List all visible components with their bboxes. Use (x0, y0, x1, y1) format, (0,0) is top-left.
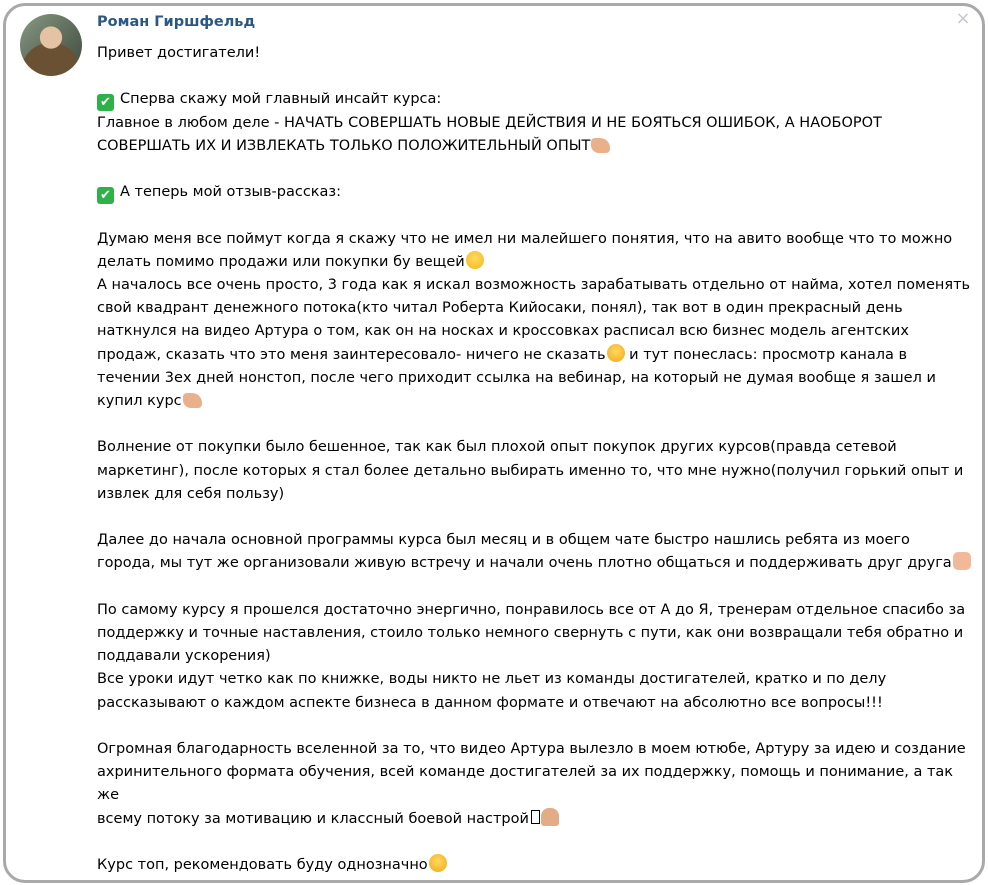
folded-hands-icon (541, 808, 559, 826)
flexed-biceps-icon (183, 393, 202, 408)
insight-heading-line: ✔ Сперва скажу мой главный инсайт курса: (97, 88, 977, 111)
insight-line-2: СОВЕРШАТЬ ИХ И ИЗВЛЕКАТЬ ТОЛЬКО ПОЛОЖИТЕЛЬНЫЙ ОПЫТ (97, 135, 977, 158)
p2-line-6: купил курс (97, 390, 977, 413)
post-text (97, 42, 977, 877)
p3-line-1: Волнение от покупки было бешенное, так как был плохой опыт покупок других курсов(правда сетевой (97, 439, 897, 456)
p3-line-2: маркетинг), после которых я стал более детально выбирать именно то, что мне нужно(получил горький опыт и (97, 462, 964, 479)
p7-line-2: ахринительного формата обучения, всей команде достигателей за их поддержку, помощь и понимание, а так же (97, 764, 958, 804)
missing-glyph-icon (531, 810, 540, 824)
p5-line-3: поддавали ускорения) (97, 648, 271, 665)
p7-line-1: Огромная благодарность вселенной за то, что видео Артура вылезло в моем ютюбе, Артуру за идею и создание (97, 740, 966, 757)
p2-line-4: продаж, сказать что это меня заинтересовало- ничего не сказать и тут понеслась: просмотр канала в (97, 344, 977, 367)
check-mark-icon: ✔ (97, 94, 114, 111)
review-card (3, 3, 985, 883)
p1-line-2: делать помимо продажи или покупки бу вещей (97, 251, 977, 274)
astonished-face-icon (607, 344, 625, 362)
open-hands-icon (953, 552, 971, 570)
p4-line-1: Далее до начала основной программы курса был месяц и в общем чате быстро нашлись ребята из моего (97, 532, 910, 549)
star-struck-face-icon (429, 854, 447, 872)
avatar[interactable] (20, 14, 82, 76)
p3-line-3: извлек для себя пользу) (97, 485, 285, 502)
p6-line-1: Все уроки идут четко как по книжке, воды никто не льет из команды достигателей, кратко и по делу (97, 671, 887, 688)
insight-line-1: Главное в любом деле - НАЧАТЬ СОВЕРШАТЬ НОВЫЕ ДЕЙСТВИЯ И НЕ БОЯТЬСЯ ОШИБОК, А НАОБОРОТ (97, 114, 882, 131)
close-icon[interactable]: × (955, 8, 971, 29)
p6-line-2: рассказывают о каждом аспекте бизнеса в данном формате и отвечают на абсолютно все вопросы!!! (97, 694, 883, 711)
p5-line-2: поддержку и точные наставления, стоило только немного свернуть с пути, как они возвращали тебя обратно и (97, 624, 964, 641)
author-name[interactable]: Роман Гиршфельд (97, 14, 256, 30)
p2-line-5: течении 3ех дней нонстоп, после чего приходит ссылка на вебинар, на который не думая вообще я зашел и (97, 369, 936, 386)
check-mark-icon: ✔ (97, 187, 114, 204)
greeting: Привет достигатели! (97, 45, 261, 61)
grinning-sweat-icon (466, 251, 484, 269)
story-heading-line: ✔ А теперь мой отзыв-рассказ: (97, 181, 977, 204)
p2-line-2: свой квадрант денежного потока(кто читал Роберта Кийосаки, понял), так вот в один прекрасный день (97, 300, 903, 317)
p4-line-2: города, мы тут же организовали живую встречу и начали очень плотно общаться и поддерживать друг друга (97, 552, 977, 575)
flexed-biceps-icon (591, 138, 610, 153)
p2-line-1: А началось все очень просто, 3 года как я искал возможность зарабатывать отдельно от найма, хотел поменять (97, 276, 971, 293)
p5-line-1: По самому курсу я прошелся достаточно энергично, понравилось все от А до Я, тренерам отдельное спасибо за (97, 601, 966, 618)
p1-line-1: Думаю меня все поймут когда я скажу что не имел ни малейшего понятия, что на авито вообще что то можно (97, 230, 953, 247)
p8-line-1: Курс топ, рекомендовать буду однозначно (97, 854, 977, 877)
p2-line-3: наткнулся на видео Артура о том, как он на носках и кроссовках расписал всю бизнес модель агентских (97, 323, 909, 340)
p7-line-3: всему потоку за мотивацию и классный боевой настрой (97, 808, 977, 831)
